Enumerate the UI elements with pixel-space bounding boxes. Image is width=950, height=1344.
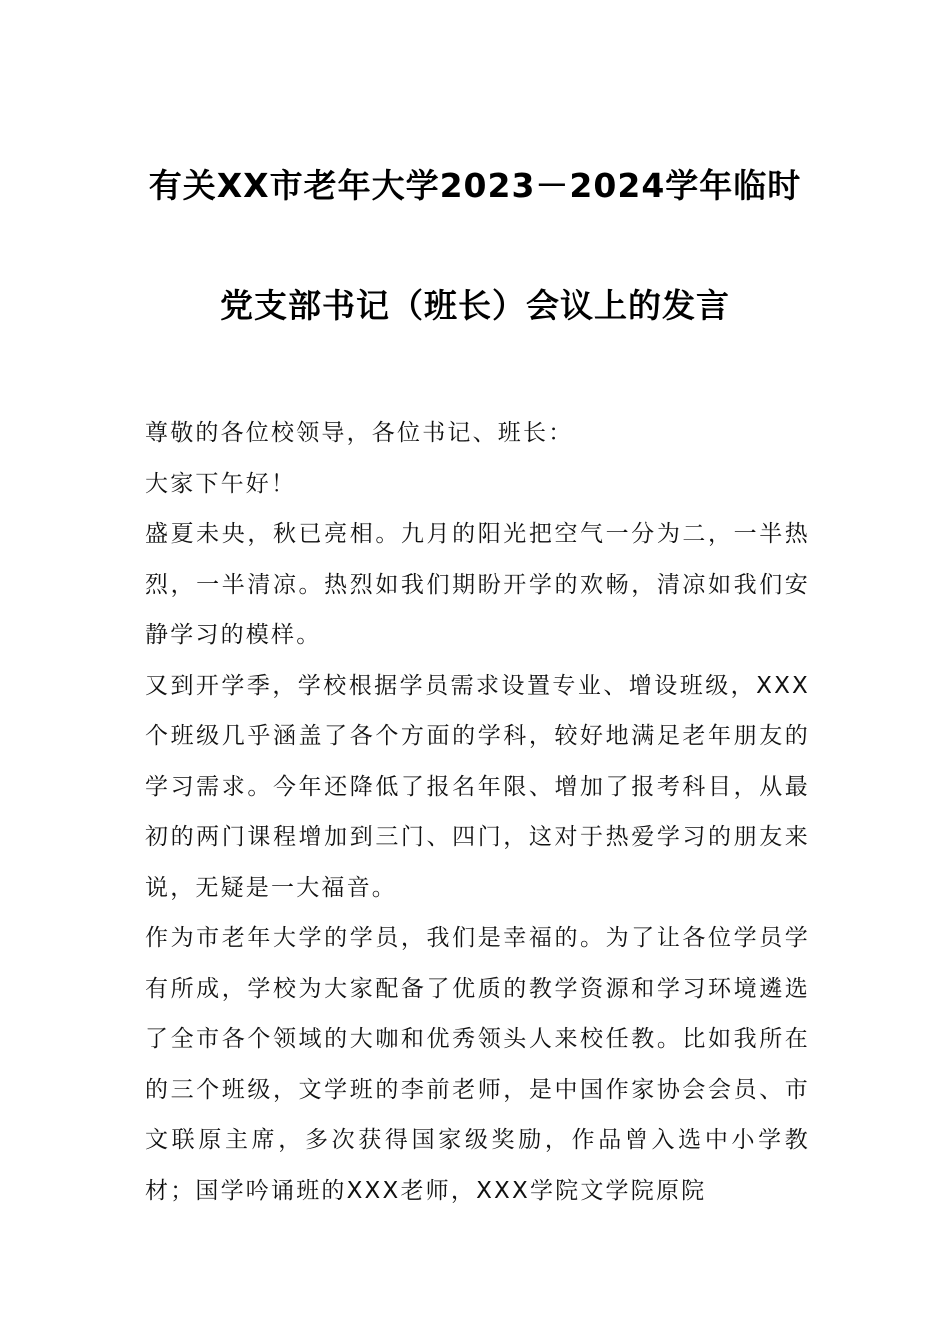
salutation-paragraph: 尊敬的各位校领导，各位书记、班长： [145,420,574,446]
document-title-line-2: 党支部书记（班长）会议上的发言 [220,286,730,325]
document-body [145,408,810,1216]
body-paragraph: 盛夏未央，秋已亮相。九月的阳光把空气一分为二，一半热烈，一半清凉。热烈如我们期盼开学的欢畅，清凉如我们安静学习的模样。 [145,521,810,648]
document-title-line-1: 有关XX市老年大学2023－2024学年临时 [148,166,802,205]
body-paragraph: 作为市老年大学的学员，我们是幸福的。为了让各位学员学有所成，学校为大家配备了优质的教学资源和学习环境遴选了全市各个领域的大咖和优秀领头人来校任教。比如我所在的三个班级，文学班的李前老师，是中国作家协会会员、市文联原主席，多次获得国家级奖励，作品曾入选中小学教材；国学吟诵班的XXX老师，XXX学院文学院原院 [145,925,810,1204]
body-paragraph: 又到开学季，学校根据学员需求设置专业、增设班级，XXX个班级几乎涵盖了各个方面的学科，较好地满足老年朋友的学习需求。今年还降低了报名年限、增加了报考科目，从最初的两门课程增加到三门、四门，这对于热爱学习的朋友来说，无疑是一大福音。 [145,672,810,901]
greeting-paragraph: 大家下午好！ [145,470,297,497]
